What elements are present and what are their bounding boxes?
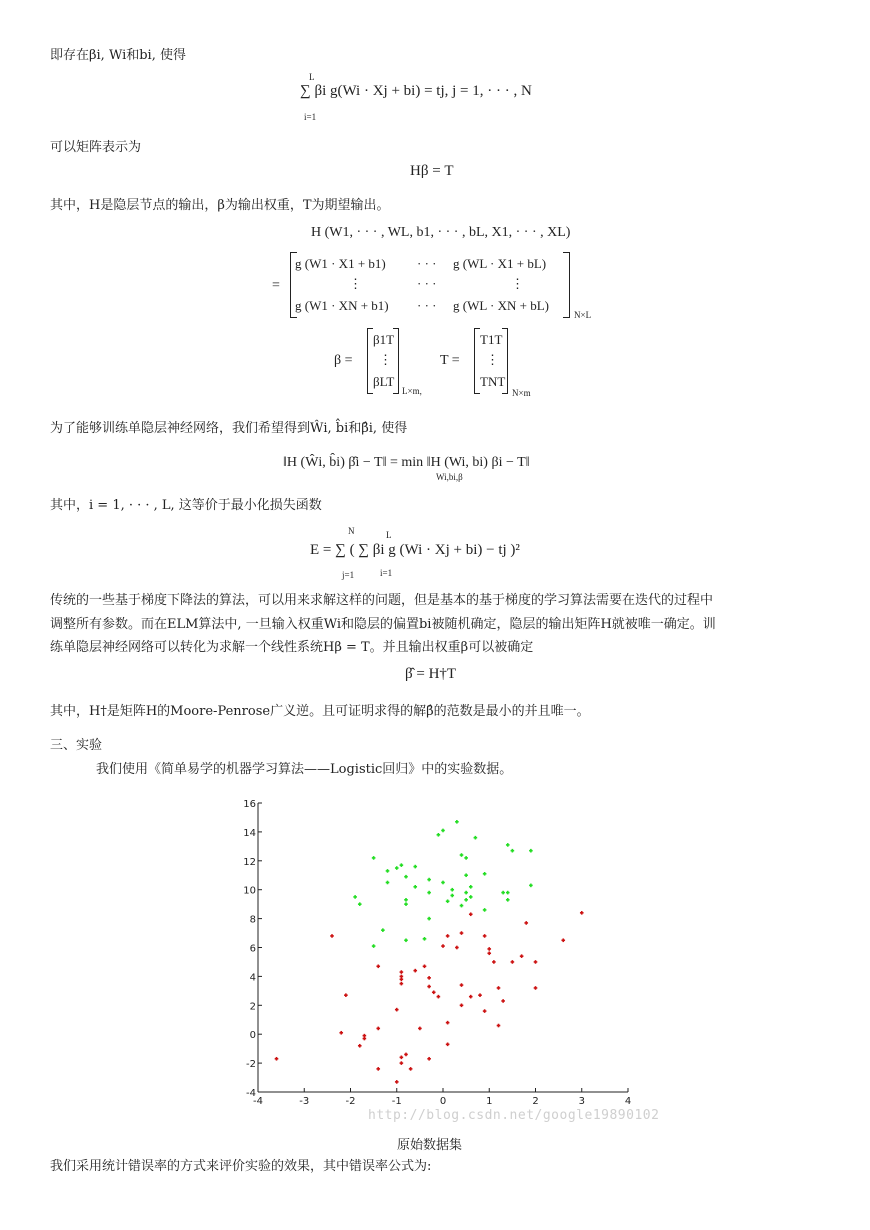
red-data-point [395,1008,399,1012]
red-data-point [275,1057,279,1061]
paragraph-gradient-3: 练单隐层神经网络可以转化为求解一个线性系统Hβ = T。并且输出权重β可以被确定 [50,640,534,655]
beta-label: β = [334,353,353,368]
y-tick-label: 8 [249,914,256,926]
green-data-point [529,884,533,888]
x-tick-label: -4 [253,1096,263,1107]
green-data-point [427,878,431,882]
red-data-point [423,964,427,968]
green-data-point [372,944,376,948]
equation-body: ∑ βi g(Wi · Xj + bi) = tj, j = 1, · · · , N [300,83,532,99]
y-tick-label: 10 [243,885,256,897]
beta-vector [367,328,399,394]
outer-sum-bottom: j=1 [342,570,355,580]
red-data-point [376,1067,380,1071]
red-data-point [524,921,528,925]
green-data-point [483,908,487,912]
green-data-point [395,866,399,870]
x-tick-label: 4 [624,1096,632,1107]
matrix-cell: ⋮ [511,276,524,291]
x-tick-label: -2 [345,1096,356,1107]
vector-cell: T1T [480,332,503,347]
green-data-point [437,833,441,837]
red-data-point [469,912,473,916]
red-data-point [520,954,524,958]
red-data-point [339,1031,343,1035]
red-data-point [501,999,505,1003]
red-data-point [446,934,450,938]
green-data-point [441,829,445,833]
equals-sign: = [272,278,280,293]
min-subscript: Wi,bi,β [436,472,463,482]
green-data-point [441,881,445,885]
green-data-point [483,872,487,876]
red-data-point [483,934,487,938]
paragraph-gradient-1: 传统的一些基于梯度下降法的算法，可以用来求解这样的问题，但是基本的基于梯度的学习算法需要在迭代的过程中 [50,593,714,608]
green-data-point [404,902,408,906]
y-tick-label: -4 [246,1088,256,1099]
green-data-point [469,885,473,889]
red-data-point [460,983,464,987]
x-tick-label: 0 [439,1096,447,1107]
red-data-point [395,1080,399,1084]
green-data-point [460,853,464,857]
green-data-point [464,898,468,902]
red-data-point [400,977,404,981]
y-tick-label: 4 [249,972,256,984]
green-data-point [404,875,408,879]
green-data-point [372,856,376,860]
equation-body: E = ∑ ( ∑ βi g (Wi · Xj + bi) − tj )² [310,542,520,558]
red-data-point [400,982,404,986]
green-data-point [353,895,357,899]
paragraph-intro: 即存在βi, Wi和bi, 使得 [50,48,186,63]
paragraph-gradient-2: 调整所有参数。而在ELM算法中, 一旦输入权重Wi和隐层的偏置bi被随机确定，隐层的输出矩阵H就被唯一确定。训 [50,617,716,632]
red-data-point [400,1056,404,1060]
vector-cell: TNT [480,374,506,389]
green-data-point [506,843,510,847]
green-data-point [427,891,431,895]
x-tick-label: 3 [578,1096,585,1107]
inner-sum-top: L [386,530,392,540]
equation-h-head: H (W1, · · · , WL, b1, · · · , bL, X1, · · · , XL) [311,225,571,240]
y-tick-label: 12 [243,856,256,868]
equation-sum [300,72,600,122]
x-tick-label: -3 [299,1096,310,1107]
vector-cell: ⋮ [379,352,392,367]
red-data-point [427,976,431,980]
red-data-point [487,947,491,951]
x-tick-label: -1 [391,1096,402,1107]
matrix-subscript: N×L [574,310,592,320]
y-tick-label: 2 [249,1001,256,1013]
matrix-cell: · · · [417,276,437,291]
red-data-point [344,993,348,997]
inner-sum-bottom: i=1 [380,568,393,578]
green-data-point [501,891,505,895]
scatter-chart [240,795,640,1115]
red-data-point [497,1024,501,1028]
green-data-point [427,917,431,921]
red-data-point [460,1004,464,1008]
red-data-point [534,986,538,990]
green-data-point [446,899,450,903]
red-data-point [492,960,496,964]
green-data-point [506,898,510,902]
red-data-point [497,986,501,990]
chart-axes [243,799,631,1107]
paragraph-loss-intro: 其中，i = 1, · · · , L, 这等价于最小化损失函数 [50,498,322,513]
vector-cell: β1T [373,332,395,347]
red-data-point [483,1009,487,1013]
red-data-point [561,938,565,942]
y-tick-label: 14 [243,827,256,839]
paragraph-error-rate: 我们采用统计错误率的方式来评价实验的效果，其中错误率公式为: [50,1159,432,1174]
red-data-point [469,995,473,999]
equation-norm: ‖H (Ŵi, b̂i) β̂i − T‖ = min ‖H (Wi, bi) βi − T‖ [283,455,530,470]
paragraph-moore-penrose: 其中，H†是矩阵H的Moore-Penrose广义逆。且可证明求得的解β̂的范数是最小的并且唯一。 [50,704,590,719]
red-data-point [441,944,445,948]
outer-sum-top: N [348,526,355,536]
green-data-point [464,891,468,895]
red-data-point [330,934,334,938]
sum-top: L [309,72,315,82]
y-tick-label: 0 [249,1030,256,1042]
t-label: T = [440,353,460,368]
green-data-point [464,873,468,877]
green-data-point [474,836,478,840]
sum-bottom: i=1 [304,112,317,122]
red-data-point [478,993,482,997]
equation-loss [310,526,610,582]
chart-points [275,820,584,1084]
green-data-point [404,938,408,942]
red-data-point [437,995,441,999]
red-data-point [358,1044,362,1048]
watermark-url: http://blog.csdn.net/google19890102 [368,1108,660,1123]
red-data-point [413,969,417,973]
matrix-cell: ⋮ [349,276,362,291]
matrix-cell: g (W1 · X1 + b1) [295,256,386,271]
red-data-point [404,1053,408,1057]
red-data-point [363,1037,367,1041]
red-data-point [418,1027,422,1031]
green-data-point [413,885,417,889]
matrix-cell: · · · [417,298,437,313]
matrix-cell: · · · [417,256,437,271]
red-data-point [534,960,538,964]
green-data-point [413,865,417,869]
red-data-point [460,931,464,935]
vector-cell: βLT [373,374,395,389]
equation-pseudoinverse: β̂ = H†T [405,666,457,682]
green-data-point [469,895,473,899]
x-tick-label: 1 [486,1096,493,1107]
green-data-point [506,891,510,895]
matrix-h [290,252,570,318]
t-subscript: N×m [512,388,531,398]
paragraph-train-goal: 为了能够训练单隐层神经网络，我们希望得到Ŵi, b̂i和β̂i, 使得 [50,421,408,436]
red-data-point [400,970,404,974]
red-data-point [376,964,380,968]
paragraph-where-h: 其中，H是隐层节点的输出，β为输出权重，T为期望输出。 [50,198,390,213]
green-data-point [358,902,362,906]
red-data-point [409,1067,413,1071]
y-tick-label: 16 [243,799,256,810]
vector-cell: ⋮ [486,352,499,367]
paragraph-matrix-form: 可以矩阵表示为 [50,140,142,155]
matrix-cell: g (WL · X1 + bL) [453,256,547,271]
section-heading-experiment: 三、实验 [50,738,103,753]
red-data-point [376,1027,380,1031]
green-data-point [423,937,427,941]
green-data-point [404,898,408,902]
y-tick-label: 6 [249,943,256,955]
green-data-point [511,849,515,853]
paragraph-data-source: 我们使用《简单易学的机器学习算法——Logistic回归》中的实验数据。 [96,762,513,777]
red-data-point [432,990,436,994]
red-data-point [455,946,459,950]
green-data-point [529,849,533,853]
y-tick-label: -2 [246,1059,256,1071]
green-data-point [464,856,468,860]
green-data-point [460,904,464,908]
figure-caption: 原始数据集 [397,1138,463,1153]
red-data-point [487,951,491,955]
green-data-point [400,863,404,867]
beta-subscript: L×m, [402,386,422,396]
green-data-point [386,869,390,873]
matrix-cell: g (WL · XN + bL) [453,298,550,313]
green-data-point [450,894,454,898]
x-tick-label: 2 [532,1096,539,1107]
green-data-point [450,888,454,892]
red-data-point [446,1043,450,1047]
red-data-point [580,911,584,915]
t-vector [474,328,508,394]
red-data-point [446,1021,450,1025]
red-data-point [427,1057,431,1061]
green-data-point [455,820,459,824]
matrix-cell: g (W1 · XN + b1) [295,298,389,313]
green-data-point [381,928,385,932]
green-data-point [386,881,390,885]
red-data-point [427,985,431,989]
red-data-point [400,1061,404,1065]
equation-hbeta: Hβ = T [410,163,454,179]
red-data-point [511,960,515,964]
